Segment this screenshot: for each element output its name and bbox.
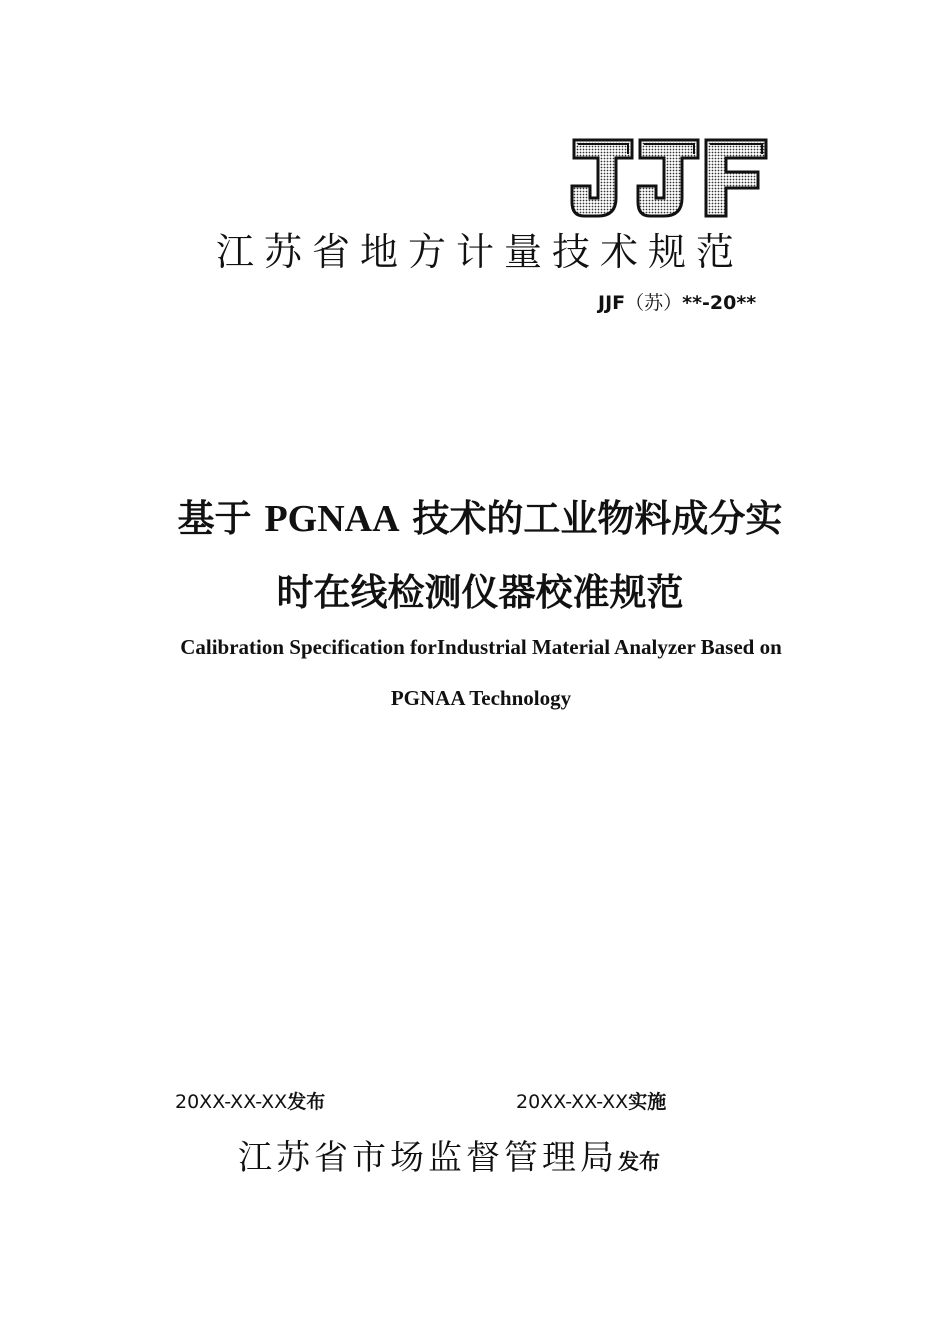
jjf-logo-icon <box>570 136 770 220</box>
spec-number-suffix: **-20** <box>682 292 757 314</box>
title-cn-part-a: 基于 <box>177 497 252 540</box>
document-title-en-line1: Calibration Specification forIndustrial Material Analyzer Based on <box>180 635 782 659</box>
issuing-authority <box>238 1130 660 1179</box>
spec-category-heading: 江苏省地方计量技术规范 <box>215 230 744 274</box>
spec-number-region: （苏） <box>625 292 683 314</box>
publish-date-value: 20XX-XX-XX <box>175 1091 288 1113</box>
spec-number <box>598 288 756 315</box>
document-title-cn-line1 <box>0 488 950 542</box>
issuer-name: 江苏省市场监督管理局 <box>238 1138 618 1178</box>
title-cn-part-c: 技术的工业物料成分实 <box>412 497 783 540</box>
implement-date-value: 20XX-XX-XX <box>516 1091 629 1113</box>
implement-date-label: 实施 <box>628 1091 667 1113</box>
document-title-cn-line2: 时在线检测仪器校准规范 <box>276 571 684 614</box>
publish-date-label: 发布 <box>287 1091 326 1113</box>
title-cn-part-latin: PGNAA <box>264 498 400 540</box>
implement-date <box>516 1087 666 1114</box>
publish-date <box>175 1087 325 1114</box>
issuer-label: 发布 <box>618 1150 660 1174</box>
document-title-en-line2: PGNAA Technology <box>390 686 572 710</box>
spec-number-prefix: JJF <box>598 292 626 314</box>
